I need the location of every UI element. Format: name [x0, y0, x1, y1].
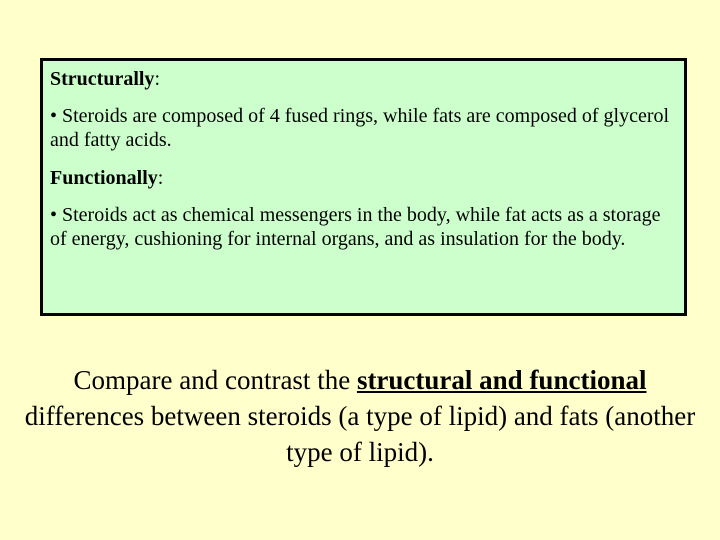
- question-prompt: [12, 362, 708, 470]
- structural-bullet: • Steroids are composed of 4 fused rings, while fats are composed of glycerol and fatty acids.: [50, 105, 670, 151]
- structural-heading: [50, 67, 677, 91]
- question-emphasis: structural and functional: [356, 365, 647, 395]
- structural-heading-colon: :: [154, 68, 160, 90]
- question-text-after: differences between steroids (a type of lipid) and fats (another type of lipid).: [24, 401, 696, 467]
- question-text-before: Compare and contrast the: [73, 365, 357, 395]
- structural-heading-text: Structurally: [50, 68, 155, 90]
- functional-heading-text: Functionally: [50, 167, 158, 189]
- functional-heading: [50, 166, 677, 190]
- functional-heading-colon: :: [157, 167, 164, 189]
- functional-bullet: • Steroids act as chemical messengers in the body, while fat acts as a storage of energy, cushioning for internal organs, and as insulation for the body.: [50, 204, 661, 250]
- answer-box: [40, 58, 687, 316]
